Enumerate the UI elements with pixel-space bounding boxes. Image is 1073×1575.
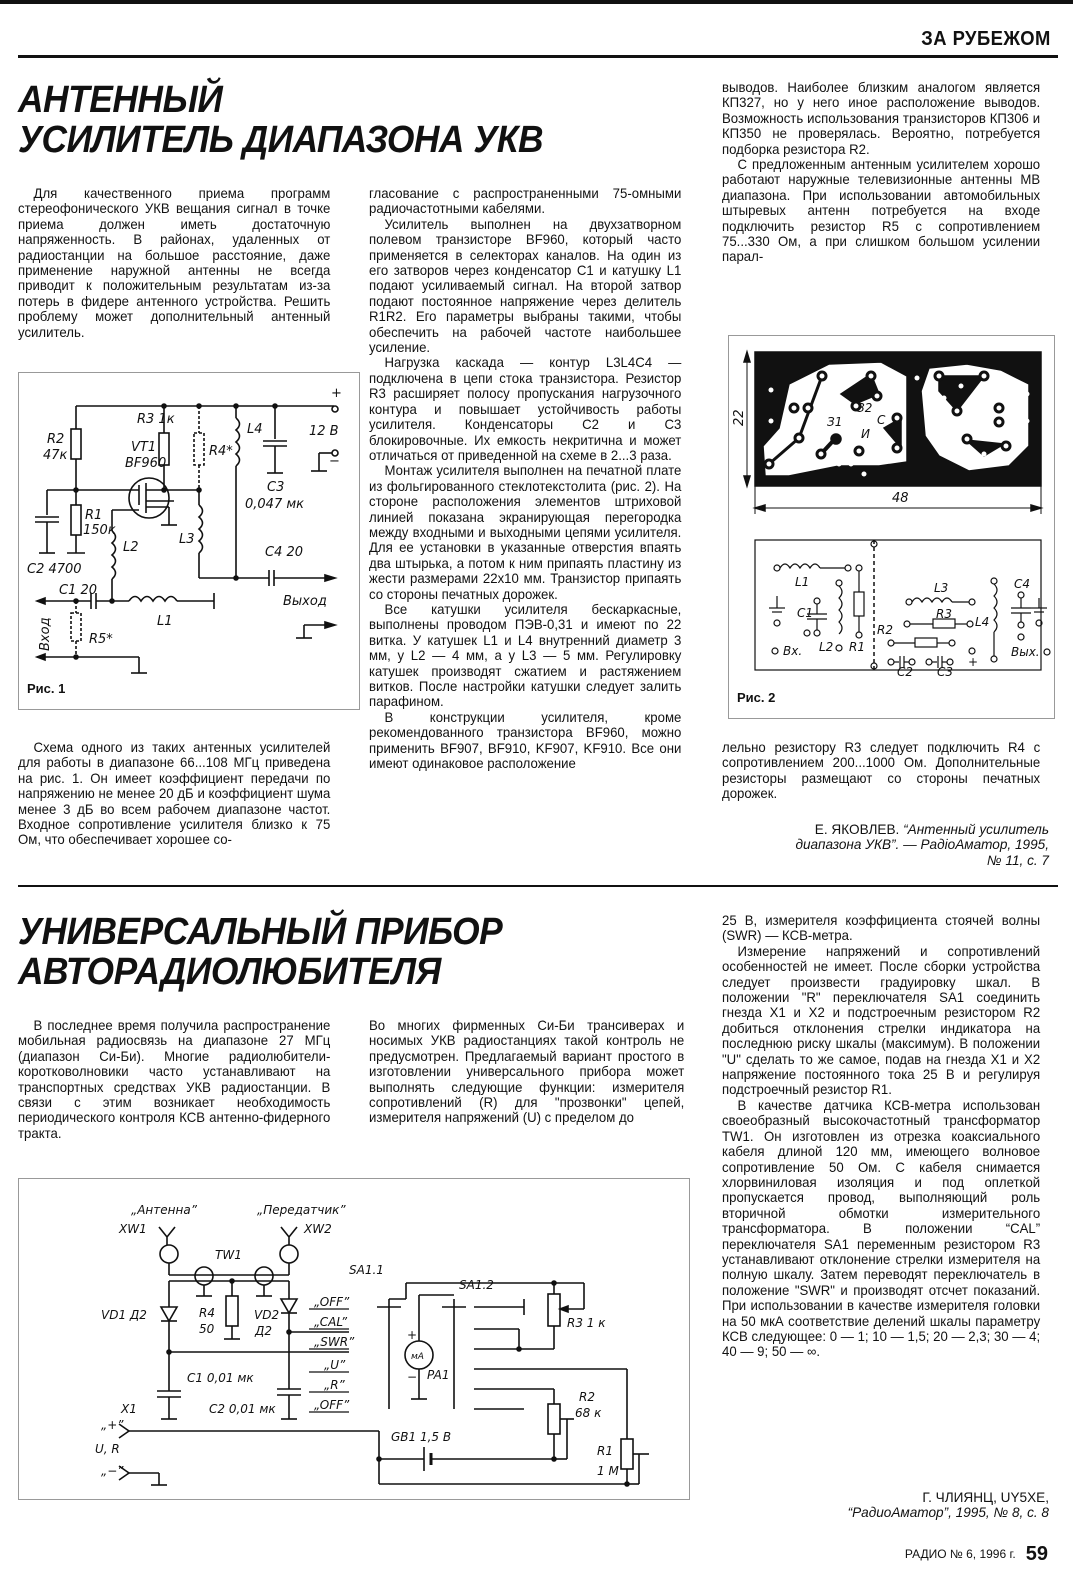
paragraph: С предложенным антенным усилителем хорошо работают наружные телевизионные антенны МВ диапазона. При использовании автомобильных штыревых антенн потребуется на входе подключить резистор R5 с сопротивлением 75...330 Ом, а при слишком большом усилении парал- <box>722 157 1041 265</box>
label-r2-value: 47к <box>43 448 68 463</box>
paragraph: Монтаж усилителя выполнен на печатной плате из фольгированного стеклотекстолита (рис. 2). На стороне расположения элементов штриховой линией показана экранирующая перегородка между входными и выходными цепями усилителя. Для ее установки в указанные отверстия впаять два штырька, а потом к ним припаять пластину из жести размерами 22x10 мм. Транзистор припаять со стороны печатных дорожек. <box>369 463 682 602</box>
paragraph: выводов. Наиболее близким аналогом является КП327, но у него иное расположение выводов. Возможность использования транзисторов КП306 и КП350 не проверялась. Вероятно, потребуется подборка резистора R2. <box>722 80 1041 157</box>
label-gate1: З1 <box>827 415 843 429</box>
figure-1-caption: Рис. 1 <box>27 681 66 696</box>
diode-vd1 <box>161 1307 177 1321</box>
transistor-vt1 <box>129 478 169 518</box>
potentiometer-r3 <box>548 1294 560 1326</box>
pcb-l1 <box>780 564 820 568</box>
top-border <box>0 0 1073 4</box>
paragraph: лельно резистору R3 следует подключить R4 с сопротивлением 200...1000 Ом. Дополнительные резисторы размещают со стороны печатных дорожек. <box>722 740 1041 802</box>
label-pos-u: „U” <box>324 1358 346 1372</box>
pcb-r1 <box>854 592 864 616</box>
article1-col1-top <box>18 186 330 340</box>
article1-col2 <box>369 186 681 771</box>
page-number: 59 <box>1025 1543 1048 1565</box>
label-l3: L3 <box>179 532 195 547</box>
label-meter-plus: + <box>407 1328 418 1342</box>
pcb-label-r1: R1 <box>849 640 865 654</box>
pcb-label-c1: C1 <box>797 606 814 620</box>
signature-source: “РадиоАматор”, 1995, № 8, с. 8 <box>847 1505 1049 1521</box>
page-footer <box>905 1543 1048 1566</box>
paragraph: Все катушки усилителя бескаркасные, выполнены проводом ПЭВ-0,31 и имеют по 22 витка. У катушек L1 и L4 внутренний диаметр 3 мм, у L2 — 4 мм, а у L3 — 5 мм. Регулировку катушек производят сжатием и растяжением витков. После настройки катушки следует залить парафином. <box>369 601 682 710</box>
label-c2: C2 4700 <box>27 562 82 577</box>
label-c3: C3 <box>267 480 285 495</box>
schematic-swr-meter <box>19 1179 689 1499</box>
label-pos-swr: „SWR” <box>314 1335 355 1349</box>
article1-col3-top <box>722 80 1040 265</box>
pcb-label-l4: L4 <box>975 615 990 629</box>
label-r4-value: 50 <box>199 1322 215 1336</box>
signature-author: Г. ЧЛИЯНЦ, UY5XE, <box>922 1490 1049 1505</box>
label-12v: 12 В <box>309 424 339 439</box>
signature-source-2: диапазона УКВ”. — РадіоАматор, 1995, <box>795 837 1049 853</box>
label-vd1: VD1 Д2 <box>101 1308 147 1322</box>
article1-col1-bottom <box>18 740 330 848</box>
pcb-l3 <box>912 598 952 602</box>
label-r1-value: 1 М <box>597 1464 619 1478</box>
label-pa1: PA1 <box>427 1368 450 1382</box>
signature-source-3: № 11, с. 7 <box>986 852 1049 868</box>
article-divider <box>18 885 1058 887</box>
resistor-r2 <box>71 429 81 459</box>
article2-title-line1: УНИВЕРСАЛЬНЫЙ ПРИБОР <box>18 911 503 953</box>
figure-swr-meter <box>18 1178 690 1500</box>
paragraph: В качестве датчика КСВ-метра использован своеобразный высокочастотный трансформатор TW1. Он изготовлен из отрезка коаксиального кабеля длиной 120 мм, имеющего волновое сопротивление 50 Ом. С кабеля снимается хлорвиниловая изоляция и под оплеткой пропускается провод, выполняющий роль вторичной обмотки измерительного трансформатора. В положении “CAL” переключателя SA1 переменным резистором R3 устанавливают отклонение стрелки измерителя на полную шкалу. Затем переводят переключатель в положение "SWR" и производят отсчет показаний. При использовании в качестве измерителя головки на 50 мкА соответствие делений шкалы параметру КСВ следующее: 0 — 1; 10 — 1,5; 20 — 2,3; 30 — 4; 40 — 9; 50 — ∞. <box>722 1097 1041 1360</box>
article1-title-line2: УСИЛИТЕЛЬ ДИАПАЗОНА УКВ <box>18 119 544 161</box>
pcb-label-c2: C2 <box>897 665 914 679</box>
label-r1: R1 <box>85 508 103 523</box>
pcb-l2 <box>839 586 842 634</box>
paragraph: Схема одного из таких антенных усилителей для работы в диапазоне 66...108 МГц приведена на рис. 1. Он имеет коэффициент передачи по напряжению не менее 20 дБ и коэффициент шума менее 3 дБ во всем рабочем диапазоне частот. Входное сопротивление усилителя близко к 75 Ом, что обеспечивает хорошее со- <box>18 740 331 848</box>
label-sa1-1: SA1.1 <box>349 1263 384 1277</box>
transformer-tw1-a <box>195 1267 213 1285</box>
label-pos-off2: „OFF” <box>314 1398 350 1412</box>
inductor-l3 <box>199 505 203 553</box>
paragraph: Усилитель выполнен на двухзатворном полевом транзисторе BF960, который часто применяется в селекторах каналов. На один из его затворов через конденсатор С1 и катушку L1 подают усиливаемый сигнал. На второй затвор подают постоянное напряжение через делитель R1R2. Его параметры выбраны такими, чтобы обеспечить на рабочей частоте наибольшее усиление. <box>369 216 682 356</box>
paragraph: Измерение напряжений и сопротивлений особенностей не имеет. После сборки устройства следует произвести градуировку шкал. В положении "R" переключателя SA1 соединить гнезда X1 и X2 и подстроечным резистором R2 добиться отклонения стрелки индикатора на последнюю риску шкалы (максимум). В положении "U" сделать то же самое, подав на гнезда X1 и X2 напряжение постоянного тока 25 В и регулируя подстроечный резистор R1. <box>722 943 1041 1098</box>
section-label: ЗА РУБЕЖОМ <box>921 28 1051 50</box>
paragraph: В последнее время получила распространение мобильная радиосвязь на диапазоне 27 МГц (диапазон Си-Би). Многие радиолюбители-коротковолновики часто устанавливают на транспортных средствах УКВ радиостанции. В связи с этим возникает необходимость периодического контроля КСВ антенно-фидерного тракта. <box>18 1018 331 1141</box>
label-transmitter: „Передатчик” <box>257 1203 346 1217</box>
signature-source-1: “Антенный усилитель <box>903 822 1049 837</box>
pcb-label-plus: + <box>968 655 979 669</box>
inductor-l4 <box>236 418 240 466</box>
label-pos-off1: „OFF” <box>314 1295 350 1309</box>
label-r2: R2 <box>579 1390 595 1404</box>
label-x1: X1 <box>121 1402 137 1416</box>
label-antenna: „Антенна” <box>131 1203 197 1217</box>
pcb-label-c3: C3 <box>937 665 954 679</box>
terminal-plus <box>332 406 338 412</box>
diode-vd2 <box>281 1299 297 1313</box>
label-vt1: VT1 <box>131 440 157 455</box>
dimension-height: 22 <box>732 409 747 426</box>
label-minus: − <box>329 454 340 469</box>
label-x1-minus: „−” <box>101 1464 124 1478</box>
label-r1-value: 150к <box>83 523 116 538</box>
label-r3: R3 1 к <box>567 1316 606 1330</box>
label-ur: U, R <box>95 1442 120 1456</box>
article2-col2 <box>369 1018 684 1126</box>
label-r2: R2 <box>47 432 65 447</box>
pcb-label-out: Вых. <box>1011 645 1040 659</box>
journal-issue: РАДИО № 6, 1996 г. <box>904 1547 1016 1561</box>
inductor-l2 <box>112 531 116 579</box>
label-c4: C4 20 <box>265 545 304 560</box>
paragraph: Для качественного приема программ стереофонического УКВ вещания сигнал в точке приема должен иметь достаточную напряженность. В районах, удаленных от радиостанции на большое расстояние, даже применение наружной антенны не всегда приводит к положительным результатам из-за потерь в фидере антенного устройства. Решить проблему может дополнительный антенный усилитель. <box>18 186 331 340</box>
label-drain: С <box>877 413 886 427</box>
label-vt1-type: BF960 <box>125 456 167 471</box>
pcb-r2 <box>915 638 937 647</box>
article1-col3-bottom <box>722 740 1040 802</box>
label-c1: C1 0,01 мк <box>187 1371 254 1385</box>
label-input: Вход <box>38 617 53 651</box>
paragraph: Во многих фирменных Си-Би трансиверах и носимых УКВ радиостанциях такой контроль не предусмотрен. Предлагаемый вариант простого в изготовлении универсального прибора может выполнять следующие функции: измерителя сопротивлений (R) для "прозвонки" цепей, измерителя напряжений (U) с пределом до <box>369 1018 685 1126</box>
resistor-r4 <box>226 1296 238 1326</box>
paragraph: Нагрузка каскада — контур L3L4C4 — подключена в цепи стока транзистора. Резистор R3 расширяет полосу пропускания нагрузочного контура и повышает устойчивость работы усилителя. Конденсаторы С2 и С3 блокировочные. Их емкость некритична и может отличаться от приведенной на схеме в 2...3 раза. <box>369 355 682 463</box>
signature-author: Е. ЯКОВЛЕВ. <box>814 822 900 837</box>
article2-col1 <box>18 1018 330 1141</box>
pcb-label-l1: L1 <box>795 575 810 589</box>
label-x1-plus: „+” <box>101 1418 124 1432</box>
connector-xw1 <box>159 1227 175 1245</box>
label-r5: R5* <box>89 632 113 647</box>
pcb-label-in: Вх. <box>783 644 803 658</box>
paragraph: гласование с распространенными 75-омными радиочастотными кабелями. <box>369 186 682 217</box>
pcb-label-r3: R3 <box>936 607 952 621</box>
header-rule <box>18 55 1058 58</box>
label-c1: C1 20 <box>59 583 98 598</box>
resistor-r4 <box>194 433 204 465</box>
label-output: Выход <box>283 594 327 609</box>
label-r2-value: 68 к <box>575 1406 602 1420</box>
label-ma: мА <box>411 1352 424 1362</box>
resistor-r1 <box>71 505 81 535</box>
article2-col3 <box>722 913 1040 1360</box>
label-tw1: TW1 <box>215 1248 242 1262</box>
label-sa1-2: SA1.2 <box>459 1278 494 1292</box>
label-r1: R1 <box>597 1444 613 1458</box>
resistor-r5 <box>71 613 81 641</box>
label-meter-minus: − <box>407 1370 418 1384</box>
figure-2-caption: Рис. 2 <box>737 690 776 705</box>
pcb-label-l3: L3 <box>934 581 949 595</box>
label-r4: R4 <box>199 1306 215 1320</box>
figure-1 <box>18 372 360 710</box>
paragraph: В конструкции усилителя, кроме рекомендованного транзистора BF960, можно применить BF907, BF910, KF907, KF910. Все они имеют одинаковое расположение <box>369 709 682 772</box>
label-source: И <box>861 427 870 441</box>
pcb-drawing <box>729 336 1054 718</box>
article1-signature <box>795 822 1049 868</box>
label-c3-value: 0,047 мк <box>245 497 305 512</box>
label-c2: C2 0,01 мк <box>209 1402 276 1416</box>
label-xw2: XW2 <box>304 1222 332 1236</box>
paragraph: 25 В, измерителя коэффициента стоячей волны (SWR) — КСВ-метра. <box>722 913 1041 944</box>
pcb-label-l2: L2 <box>819 640 834 654</box>
pcb-l4 <box>994 584 997 632</box>
transformer-tw1-b <box>255 1267 273 1285</box>
inductor-l1 <box>129 597 177 602</box>
label-r3: R3 1к <box>137 412 175 427</box>
label-gate2: З2 <box>857 401 873 415</box>
label-l1: L1 <box>157 614 173 629</box>
label-xw1: XW1 <box>119 1222 147 1236</box>
article2-signature <box>848 1490 1049 1521</box>
label-plus: + <box>331 386 342 401</box>
label-l4: L4 <box>247 422 263 437</box>
article2-title-line2: АВТОРАДИОЛЮБИТЕЛЯ <box>18 951 441 993</box>
connector-xw2 <box>281 1227 297 1245</box>
article1-title <box>18 80 543 160</box>
label-vd2-type: Д2 <box>255 1324 273 1338</box>
label-r4: R4* <box>209 444 233 459</box>
pcb-label-c4: C4 <box>1014 577 1031 591</box>
article1-title-line1: АНТЕННЫЙ <box>18 79 223 121</box>
dimension-width: 48 <box>892 491 909 506</box>
label-l2: L2 <box>123 540 139 555</box>
potentiometer-r2 <box>548 1404 560 1434</box>
figure-2 <box>728 335 1055 719</box>
article2-title <box>18 912 502 992</box>
potentiometer-r1 <box>621 1439 633 1469</box>
pcb-label-r2: R2 <box>877 623 893 637</box>
label-pos-r: „R” <box>324 1378 345 1392</box>
schematic-fig1 <box>19 373 359 709</box>
label-pos-cal: „CAL” <box>314 1315 348 1329</box>
label-gb1: GB1 1,5 В <box>391 1430 452 1444</box>
label-vd2: VD2 <box>254 1308 280 1322</box>
